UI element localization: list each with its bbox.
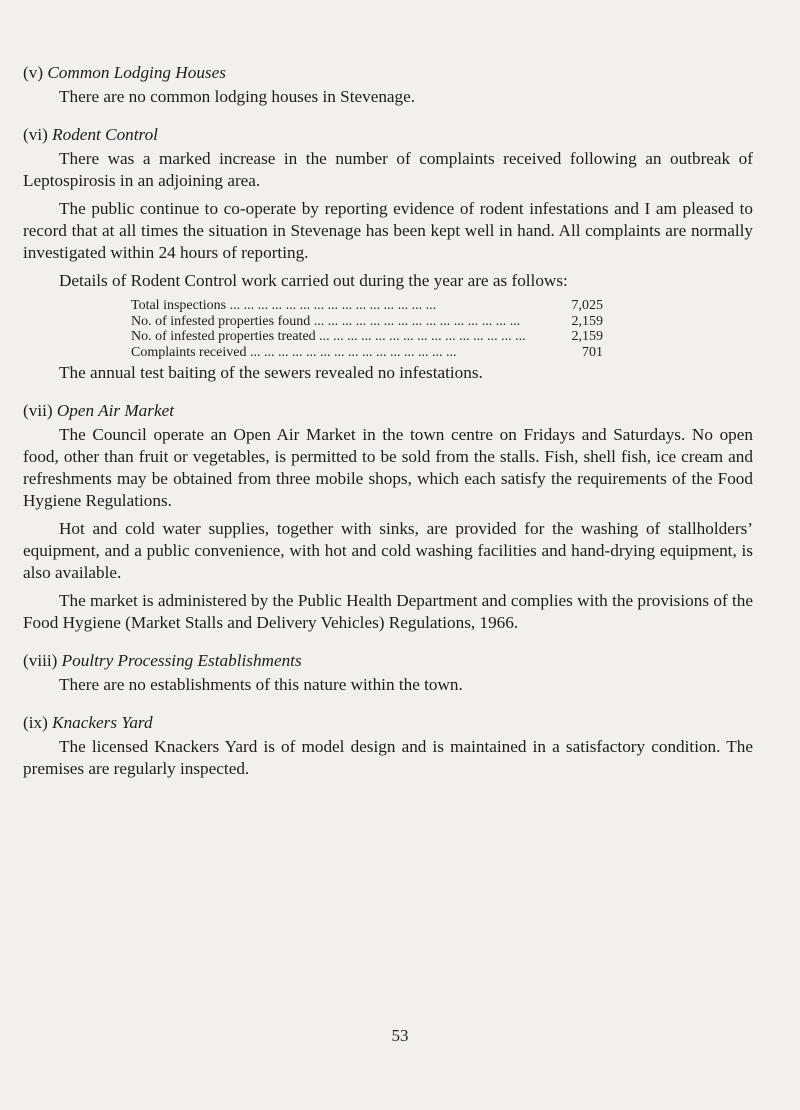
section-title: Poultry Processing Establishments [61,651,302,670]
stat-row [131,314,603,330]
section-heading [23,712,753,734]
stat-value: 701 [582,344,603,360]
stat-value: 7,025 [571,298,603,313]
section-heading [23,62,753,84]
paragraph: The public continue to co-operate by reporting evidence of rodent infestations and I am pleased to record that at all times the situation in Stevenage has been kept well in hand. All complaints are normally investigated within 24 hours of reporting. [23,199,753,262]
section-knackers-yard [23,712,753,780]
section-number: (viii) [23,651,58,670]
section-title: Open Air Market [56,401,174,420]
stat-row [131,345,603,361]
page-number: 53 [391,1026,409,1045]
paragraph: The Council operate an Open Air Market in the town centre on Fridays and Saturdays. No open food, other than fruit or vegetables, is permitted to be sold from the stalls. Fish, shell fish, ice cream and refreshments may be obtained from three mobile shops, which each satisfy the requirements of the Food Hygiene Regulations. [23,425,753,510]
paragraph: Hot and cold water supplies, together with sinks, are provided for the washing of stallholders’ equipment, and a public convenience, with hot and cold washing facilities and hand-drying equipment, is also available. [23,519,753,582]
section-number: (vii) [23,401,53,420]
paragraph: There was a marked increase in the number of complaints received following an outbreak of Leptospirosis in an adjoining area. [23,149,753,190]
section-title: Knackers Yard [52,713,153,732]
paragraph: There are no common lodging houses in Stevenage. [59,87,416,106]
stat-label: Total inspections ... . [131,298,555,314]
stat-value: 2,159 [571,313,603,329]
section-heading [23,124,753,146]
section-title: Common Lodging Houses [47,63,226,82]
paragraph: The annual test baiting of the sewers revealed no infestations. [59,363,483,382]
stat-row [131,298,603,314]
section-heading [23,400,753,422]
paragraph: There are no establishments of this nature within the town. [59,675,463,694]
section-rodent-control [23,124,753,384]
section-heading [23,650,753,672]
section-number: (vi) [23,125,48,144]
paragraph: Details of Rodent Control work carried out during the year are as follows: [59,271,568,290]
paragraph: The market is administered by the Public Health Department and complies with the provisions of the Food Hygiene (Market Stalls and Delivery Vehicles) Regulations, 1966. [23,591,753,632]
stat-label: No. of infested properties found ... . [131,314,555,330]
stat-row [131,329,603,345]
section-number: (v) [23,63,44,82]
section-open-air-market [23,400,753,634]
document-body [23,62,753,796]
section-number: (ix) [23,713,48,732]
stat-label: No. of infested properties treated ... . [131,329,555,345]
paragraph: The licensed Knackers Yard is of model design and is maintained in a satisfactory condition. The premises are regularly inspected. [23,737,753,778]
section-poultry-processing [23,650,753,696]
section-title: Rodent Control [52,125,158,144]
stat-label: Complaints received ... . [131,345,555,361]
stat-value: 2,159 [571,329,603,344]
rodent-control-stats-table [23,298,753,360]
section-common-lodging-houses [23,62,753,108]
